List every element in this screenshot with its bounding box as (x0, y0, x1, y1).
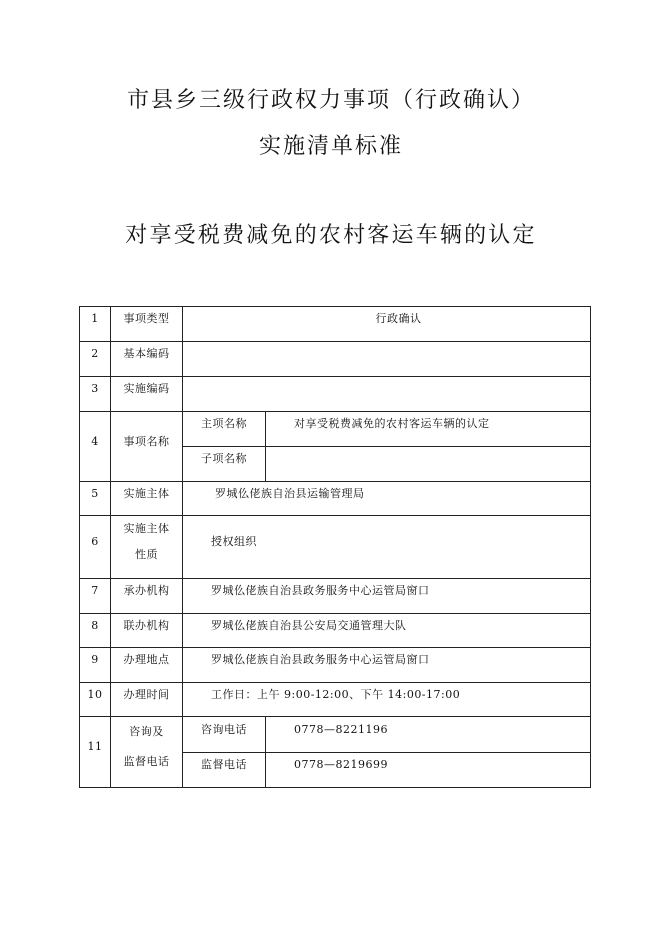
page-title-line1: 市县乡三级行政权力事项（行政确认） (126, 88, 535, 113)
sub-value: 对享受税费减免的农村客运车辆的认定 (266, 412, 591, 447)
table-row (80, 683, 591, 717)
sub-value: 0778—8221196 (266, 717, 591, 753)
row-label: 事项类型 (111, 307, 183, 342)
row-number: 2 (80, 342, 111, 377)
row-label: 基本编码 (111, 342, 183, 377)
row-label-line: 监督电话 (123, 755, 170, 768)
sub-label: 主项名称 (183, 412, 266, 447)
sub-value: 0778—8219699 (266, 753, 591, 788)
row-value: 授权组织 (183, 516, 591, 579)
row-value: 罗城仫佬族自治县运输管理局 (183, 482, 591, 516)
row-number: 5 (80, 482, 111, 516)
row-label-line: 性质 (135, 548, 158, 561)
row-label-line: 咨询及 (129, 725, 164, 738)
table-row (80, 377, 591, 412)
row-number: 1 (80, 307, 111, 342)
sub-value-empty (266, 447, 591, 482)
sub-label: 子项名称 (183, 447, 266, 482)
row-value: 行政确认 (183, 307, 591, 342)
row-label: 实施主体 (111, 482, 183, 516)
row-number: 8 (80, 614, 111, 648)
row-number: 10 (80, 683, 111, 717)
row-label: 联办机构 (111, 614, 183, 648)
item-subtitle: 对享受税费减免的农村客运车辆的认定 (125, 223, 537, 248)
table-row (80, 482, 591, 516)
row-label-line: 实施主体 (123, 522, 170, 535)
table-row (80, 614, 591, 648)
table-row (80, 342, 591, 377)
sub-label: 监督电话 (183, 753, 266, 788)
row-label: 办理时间 (111, 683, 183, 717)
page-title-line2: 实施清单标准 (258, 134, 403, 159)
row-value: 罗城仫佬族自治县公安局交通管理大队 (183, 614, 591, 648)
table-row (80, 307, 591, 342)
row-value-empty (183, 342, 591, 377)
table-row (80, 412, 591, 447)
row-label: 事项名称 (111, 412, 183, 482)
sub-label: 咨询电话 (183, 717, 266, 753)
table-row (80, 579, 591, 614)
row-number: 9 (80, 648, 111, 683)
row-label (111, 516, 183, 579)
row-label: 承办机构 (111, 579, 183, 614)
table-body (80, 307, 591, 788)
table-row (80, 516, 591, 579)
row-number: 11 (80, 717, 111, 788)
row-value: 工作日：上午 9:00-12:00、下午 14:00-17:00 (183, 683, 591, 717)
info-table (79, 306, 591, 788)
table-row (80, 717, 591, 753)
row-label: 办理地点 (111, 648, 183, 683)
row-value: 罗城仫佬族自治县政务服务中心运管局窗口 (183, 648, 591, 683)
row-value: 罗城仫佬族自治县政务服务中心运管局窗口 (183, 579, 591, 614)
row-number: 4 (80, 412, 111, 482)
table-row (80, 648, 591, 683)
row-number: 3 (80, 377, 111, 412)
row-value-empty (183, 377, 591, 412)
row-label: 实施编码 (111, 377, 183, 412)
row-number: 7 (80, 579, 111, 614)
row-label (111, 717, 183, 788)
row-number: 6 (80, 516, 111, 579)
